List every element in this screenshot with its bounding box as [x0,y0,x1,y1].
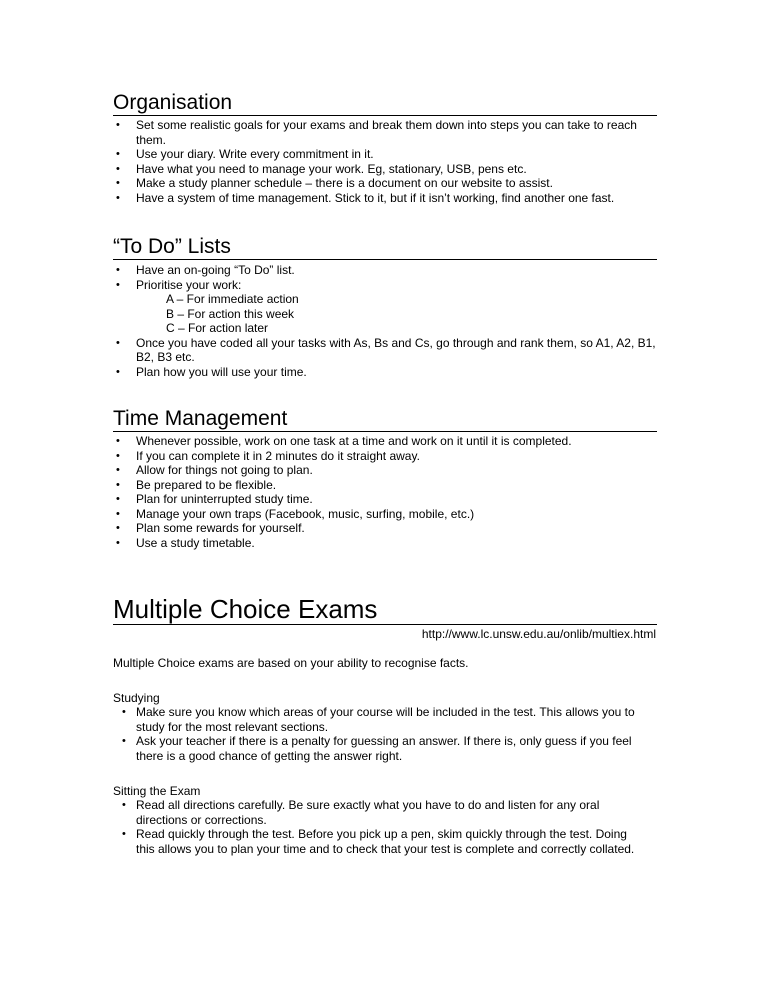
source-url: http://www.lc.unsw.edu.au/onlib/multiex.html [421,627,656,641]
bullet-icon: • [122,706,126,718]
list-item: • Set some realistic goals for your exams and break them down into steps you can take to reach them. [116,118,637,147]
bullet-icon: • [116,507,120,520]
list-item: • Allow for things not going to plan. [116,463,313,477]
list-item: • Have an on-going “To Do” list. [116,263,295,277]
list-item: • Manage your own traps (Facebook, music, surfing, mobile, etc.) [116,506,475,521]
bullet-icon: • [116,536,120,549]
list-item: • Plan for uninterrupted study time. [116,492,313,506]
intro-text: Multiple Choice exams are based on your ability to recognise facts. [113,656,469,670]
time-management-list [113,434,658,550]
organisation-list [113,118,658,205]
priority-sub-item: B – For action this week [166,306,295,321]
priority-sub-item: A – For immediate action [166,292,299,306]
bullet-icon: • [116,522,120,534]
bullet-icon: • [116,435,120,447]
list-item: • Prioritise your work: [116,277,242,292]
bullet-icon: • [116,365,120,378]
list-item: • Use a study timetable. [116,535,255,550]
list-item: • If you can complete it in 2 minutes do it straight away. [116,448,420,463]
list-item: • Make sure you know which areas of your course will be included in the test. This allows you to study for the most relevant sections. [122,705,635,734]
todo-list [113,263,658,379]
bullet-icon: • [116,493,120,505]
bullet-icon: • [116,148,120,160]
sitting-exam-list [113,798,643,856]
list-item: • Plan some rewards for yourself. [116,521,305,535]
list-item: • Have a system of time management. Stick to it, but if it isn’t working, find another one fast. [116,190,615,205]
bullet-icon: • [122,799,126,811]
list-item: • Make a study planner schedule – there is a document on our website to assist. [116,176,553,190]
sitting-exam-label: Sitting the Exam [113,784,201,798]
list-item: • Ask your teacher if there is a penalty for guessing an answer. If there is, only guess if you feel there is a good chance of getting the answer right. [122,734,632,763]
list-item: • Whenever possible, work on one task at a time and work on it until it is completed. [116,434,572,448]
bullet-icon: • [116,278,120,291]
studying-list [113,705,643,763]
list-item: • Use your diary. Write every commitment in it. [116,147,374,161]
list-item: • Plan how you will use your time. [116,364,307,379]
time-management-heading: Time Management [113,408,657,432]
list-item: • Be prepared to be flexible. [116,477,277,492]
bullet-icon: • [116,191,120,204]
bullet-icon: • [116,264,120,276]
list-item: • Read quickly through the test. Before you pick up a pen, skim quickly through the test. Doing this allows you to plan your time and to check that your test is complete and correctly collated. [122,827,635,856]
bullet-icon: • [122,828,126,840]
bullet-icon: • [116,162,120,175]
list-item: • Read all directions carefully. Be sure exactly what you have to do and listen for any oral directions or corrections. [122,798,600,827]
list-item: • Have what you need to manage your work. Eg, stationary, USB, pens etc. [116,161,527,176]
bullet-icon: • [116,177,120,189]
bullet-icon: • [116,449,120,462]
list-item: • Once you have coded all your tasks with As, Bs and Cs, go through and rank them, so A1, A2, B1, B2, B3 etc. [116,335,656,364]
bullet-icon: • [116,464,120,476]
organisation-heading: Organisation [113,92,657,116]
studying-label: Studying [113,691,160,705]
multiple-choice-heading: Multiple Choice Exams [113,596,657,625]
priority-sub-item: C – For action later [166,321,269,335]
bullet-icon: • [116,478,120,491]
todo-heading: “To Do” Lists [113,236,657,260]
bullet-icon: • [122,735,126,747]
bullet-icon: • [116,336,120,349]
bullet-icon: • [116,119,120,131]
